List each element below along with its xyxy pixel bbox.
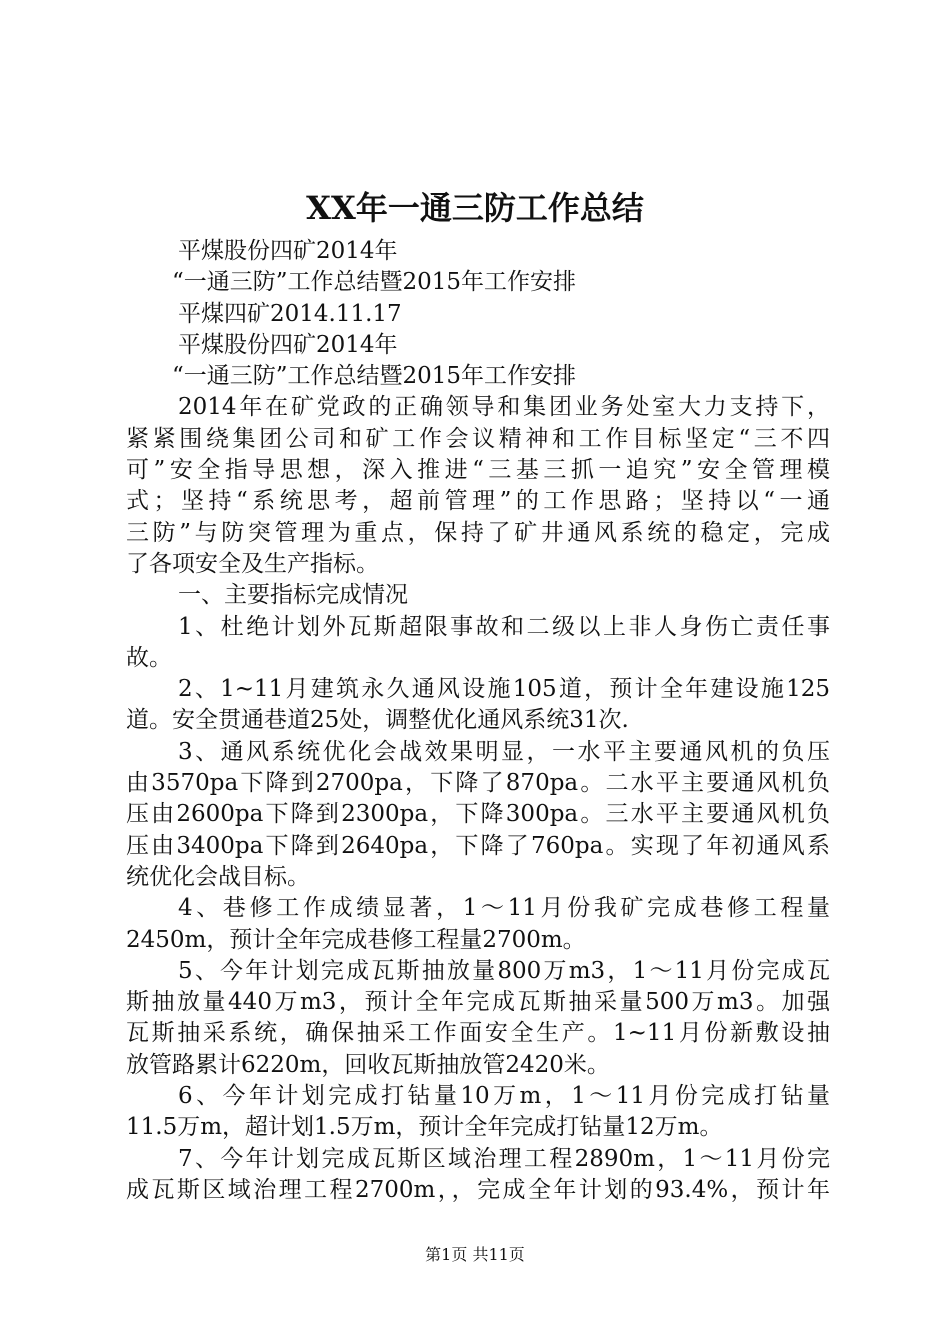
text-line: 4、巷修工作成绩显著，1～11月份我矿完成巷修工程量 — [178, 895, 830, 922]
section-heading: 一、主要指标完成情况 — [178, 582, 408, 609]
text-line: 3、通风系统优化会战效果明显，一水平主要通风机的负压 — [178, 738, 830, 765]
text-line: 由3570pa下降到2700pa，下降了870pa。二水平主要通风机负 — [126, 770, 830, 797]
text-line: 平煤股份四矿2014年 — [178, 331, 398, 358]
text-line: “一通三防”工作总结暨2015年工作安排 — [172, 269, 577, 296]
text-line: 压由2600pa下降到2300pa，下降300pa。三水平主要通风机负 — [126, 801, 830, 828]
text-line: 成瓦斯区域治理工程2700m，，完成全年计划的93.4%，预计年 — [126, 1176, 830, 1203]
page-number-footer: 第1页 共11页 — [425, 1245, 525, 1264]
text-line: 三防”与防突管理为重点，保持了矿井通风系统的稳定，完成 — [126, 519, 830, 546]
text-line: 了各项安全及生产指标。 — [126, 550, 379, 577]
text-line: 斯抽放量440万m3，预计全年完成瓦斯抽采量500万m3。加强 — [126, 989, 830, 1016]
document-body — [126, 236, 830, 1206]
text-line: 2450m，预计全年完成巷修工程量2700m。 — [126, 926, 586, 953]
text-line: 瓦斯抽采系统，确保抽采工作面安全生产。1~11月份新敷设抽 — [126, 1020, 830, 1047]
text-line: 平煤四矿2014.11.17 — [178, 300, 402, 327]
text-line: 11.5万m，超计划1.5万m，预计全年完成打钻量12万m。 — [126, 1114, 723, 1141]
text-line: 1、杜绝计划外瓦斯超限事故和二级以上非人身伤亡责任事 — [178, 613, 830, 640]
text-line: “一通三防”工作总结暨2015年工作安排 — [172, 363, 577, 390]
text-line: 2014年在矿党政的正确领导和集团业务处室大力支持下， — [178, 394, 830, 421]
text-line: 5、今年计划完成瓦斯抽放量800万m3，1～11月份完成瓦 — [178, 957, 830, 984]
text-line: 道。安全贯通巷道25处，调整优化通风系统31次. — [126, 707, 629, 734]
document-title: XX年一通三防工作总结 — [306, 189, 644, 227]
text-line: 可”安全指导思想，深入推进“三基三抓一追究”安全管理模 — [126, 457, 830, 484]
text-line: 压由3400pa下降到2640pa，下降了760pa。实现了年初通风系 — [126, 832, 830, 859]
text-line: 紧紧围绕集团公司和矿工作会议精神和工作目标坚定“三不四 — [126, 425, 830, 452]
text-line: 统优化会战目标。 — [126, 863, 310, 890]
text-line: 故。 — [126, 644, 172, 671]
text-line: 式；坚持“系统思考，超前管理”的工作思路；坚持以“一通 — [126, 488, 830, 515]
text-line: 7、今年计划完成瓦斯区域治理工程2890m，1～11月份完 — [178, 1145, 830, 1172]
text-line: 6、今年计划完成打钻量10万m，1～11月份完成打钻量 — [178, 1083, 830, 1110]
text-line: 平煤股份四矿2014年 — [178, 238, 398, 264]
text-line: 放管路累计6220m，回收瓦斯抽放管2420米。 — [126, 1051, 610, 1078]
text-line: 2、1~11月建筑永久通风设施105道，预计全年建设施125 — [178, 676, 830, 703]
